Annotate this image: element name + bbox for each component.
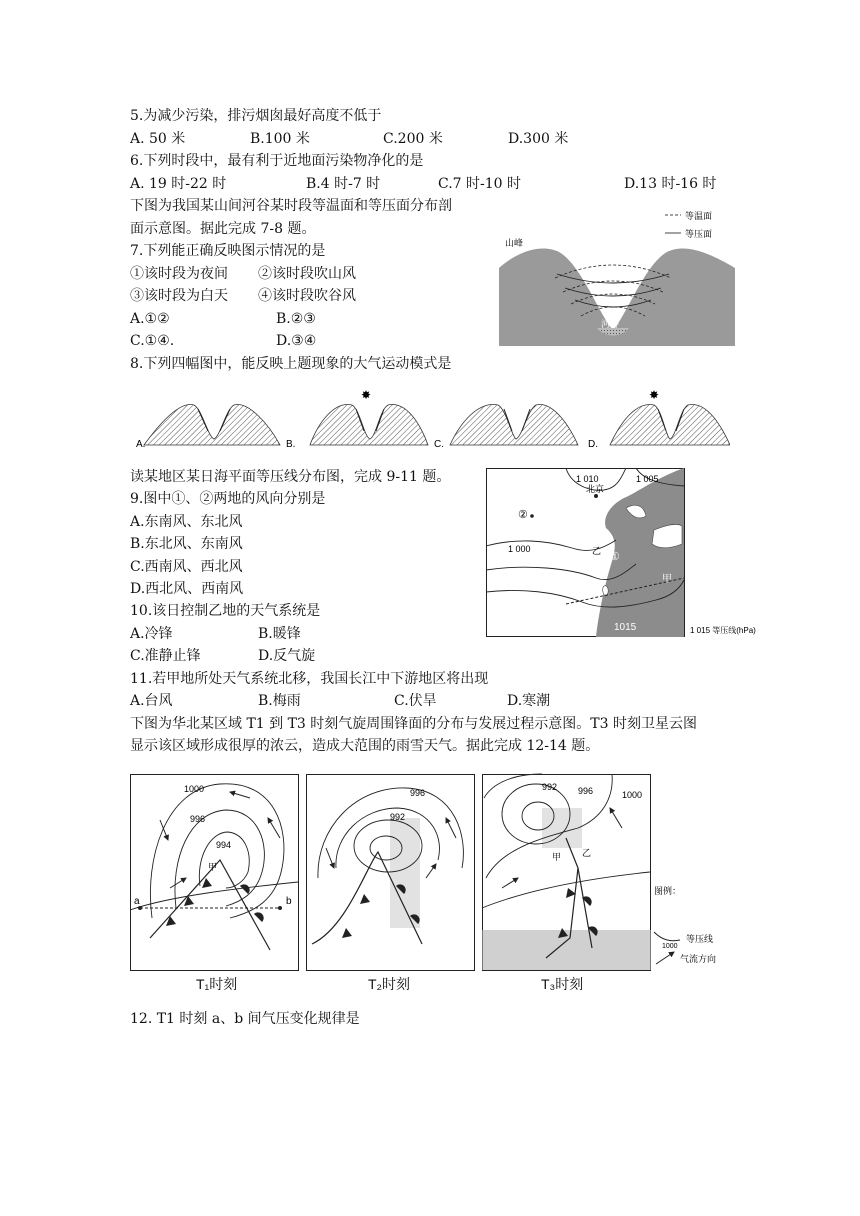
map-legend: 1 015 等压线(hPa) bbox=[690, 626, 756, 635]
q10-option-c: C.准静止锋 bbox=[130, 648, 201, 664]
t3-label-992: 992 bbox=[542, 782, 558, 792]
q10-option-b: B.暖锋 bbox=[258, 626, 301, 642]
panel-t3 bbox=[482, 774, 651, 971]
caption-t2: T₂时刻 bbox=[368, 976, 410, 992]
q9-stem: 9.图中①、②两地的风向分别是 bbox=[130, 491, 326, 507]
sun-icon: ✸ bbox=[360, 388, 372, 402]
diagram-b bbox=[286, 388, 428, 450]
t1-label-a: a bbox=[134, 896, 140, 907]
q11-option-a: A.台风 bbox=[130, 693, 173, 709]
t2-label-996: 996 bbox=[410, 788, 426, 798]
isobar-map bbox=[486, 468, 786, 638]
intro-911: 读某地区某日海平面等压线分布图，完成 9-11 题。 bbox=[130, 469, 451, 485]
q6-option-d: D.13 时-16 时 bbox=[624, 176, 717, 192]
q7-item-3: ③该时段为白天 bbox=[130, 288, 228, 304]
sun-icon: ✸ bbox=[648, 388, 660, 402]
q7-option-a: A.①② bbox=[130, 311, 170, 327]
panel-t1 bbox=[130, 775, 299, 971]
q11-option-d: D.寒潮 bbox=[507, 693, 551, 709]
t3-label-jia: 甲 bbox=[552, 852, 562, 862]
legend-isobar-value: 1000 bbox=[662, 943, 678, 950]
intro-78-line2: 面示意图。据此完成 7-8 题。 bbox=[130, 221, 316, 237]
q7-stem: 7.下列能正确反映图示情况的是 bbox=[130, 243, 326, 259]
t1-label-b: b bbox=[286, 896, 292, 907]
intro-78-line1: 下图为我国某山间河谷某时段等温面和等压面分布剖 bbox=[130, 198, 452, 214]
label-yi: 乙 bbox=[592, 546, 602, 556]
caption-t3: T₃时刻 bbox=[541, 976, 584, 992]
intro-1214-line2: 显示该区域形成很厚的浓云，造成大范围的雨雪天气。据此完成 12-14 题。 bbox=[130, 738, 600, 754]
t1-label-994: 994 bbox=[216, 840, 232, 850]
label-jia: 甲 bbox=[662, 574, 672, 585]
legend-flow: 气流方向 bbox=[680, 954, 717, 964]
q9-option-d: D.西北风、西南风 bbox=[130, 581, 244, 597]
moon-icon bbox=[532, 389, 538, 399]
label-a: A. bbox=[136, 439, 146, 450]
label-1010: 1 010 bbox=[576, 474, 599, 484]
q6-stem: 6.下列时段中，最有利于近地面污染物净化的是 bbox=[130, 153, 424, 169]
legend-title: 图例： bbox=[654, 886, 682, 896]
label-c: C. bbox=[434, 439, 444, 450]
label-1000: 1 000 bbox=[508, 544, 531, 554]
legend-pres-label: 等压面 bbox=[685, 229, 713, 239]
q7-item-1: ①该时段为夜间 bbox=[130, 266, 228, 282]
q7-option-b: B.②③ bbox=[276, 311, 316, 327]
q9-option-a: A.东南风、东北风 bbox=[130, 514, 243, 530]
t1-label-jia: 甲 bbox=[208, 862, 218, 872]
q11-option-b: B.梅雨 bbox=[258, 693, 301, 709]
label-point2: ② bbox=[518, 509, 528, 521]
q5-option-a: A. 50 米 bbox=[130, 131, 186, 147]
valley-label: 河谷 bbox=[601, 319, 620, 329]
q10-stem: 10.该日控制乙地的天气系统是 bbox=[130, 603, 321, 619]
t3-label-1000: 1000 bbox=[622, 790, 643, 800]
q11-option-c: C.伏旱 bbox=[394, 693, 437, 709]
q7-item-2: ②该时段吹山风 bbox=[258, 266, 356, 282]
moon-icon bbox=[204, 389, 210, 399]
t1-label-996: 996 bbox=[190, 814, 206, 824]
q5-stem: 5.为减少污染，排污烟囱最好高度不低于 bbox=[130, 108, 382, 124]
valley-section-figure bbox=[495, 200, 735, 346]
q12-stem: 12. T1 时刻 a、b 间气压变化规律是 bbox=[130, 1011, 360, 1027]
q8-stem: 8.下列四幅图中，能反映上题现象的大气运动模式是 bbox=[130, 356, 452, 372]
q11-stem: 11.若甲地所处天气系统北移，我国长江中下游地区将出现 bbox=[130, 671, 489, 687]
q10-option-a: A.冷锋 bbox=[130, 626, 173, 642]
peak-label: 山峰 bbox=[505, 238, 524, 248]
q7-option-d: D.③④ bbox=[276, 333, 317, 349]
q9-option-b: B.东北风、东南风 bbox=[130, 536, 243, 552]
flow-arrow-icon bbox=[656, 952, 674, 964]
q7-option-c: C.①④. bbox=[130, 333, 175, 349]
diagram-c bbox=[434, 389, 578, 450]
label-point1: ① bbox=[610, 551, 620, 563]
label-b: B. bbox=[286, 439, 296, 450]
q10-option-d: D.反气旋 bbox=[258, 648, 316, 664]
panel-t2 bbox=[307, 775, 475, 971]
legend-isobar: 等压线 bbox=[686, 934, 714, 944]
label-1015: 1015 bbox=[614, 622, 637, 633]
label-1005: 1 005 bbox=[636, 474, 659, 484]
legend-temp-label: 等温面 bbox=[685, 211, 713, 221]
q6-option-b: B.4 时-7 时 bbox=[306, 176, 381, 192]
t2-label-992: 992 bbox=[390, 812, 406, 822]
caption-t1: T₁时刻 bbox=[196, 976, 238, 992]
t3-label-996: 996 bbox=[578, 786, 594, 796]
cyclone-panels bbox=[130, 768, 730, 998]
panel-legend bbox=[654, 885, 716, 964]
diagram-a bbox=[136, 389, 280, 450]
q8-circulation-diagrams bbox=[130, 383, 730, 453]
t3-label-yi: 乙 bbox=[582, 848, 592, 858]
q6-option-c: C.7 时-10 时 bbox=[438, 176, 522, 192]
q6-option-a: A. 19 时-22 时 bbox=[130, 176, 227, 192]
q5-option-d: D.300 米 bbox=[508, 131, 569, 147]
q5-option-c: C.200 米 bbox=[383, 131, 443, 147]
q5-option-b: B.100 米 bbox=[250, 131, 310, 147]
q7-item-4: ④该时段吹谷风 bbox=[258, 288, 356, 304]
intro-1214-line1: 下图为华北某区域 T1 到 T3 时刻气旋周围锋面的分布与发展过程示意图。T3 时刻卫星云图 bbox=[130, 716, 697, 732]
label-beijing: 北京 bbox=[586, 484, 605, 494]
q9-option-c: C.西南风、西北风 bbox=[130, 559, 243, 575]
diagram-d bbox=[588, 388, 730, 450]
t1-label-1000: 1000 bbox=[184, 784, 205, 794]
label-d: D. bbox=[588, 439, 598, 450]
